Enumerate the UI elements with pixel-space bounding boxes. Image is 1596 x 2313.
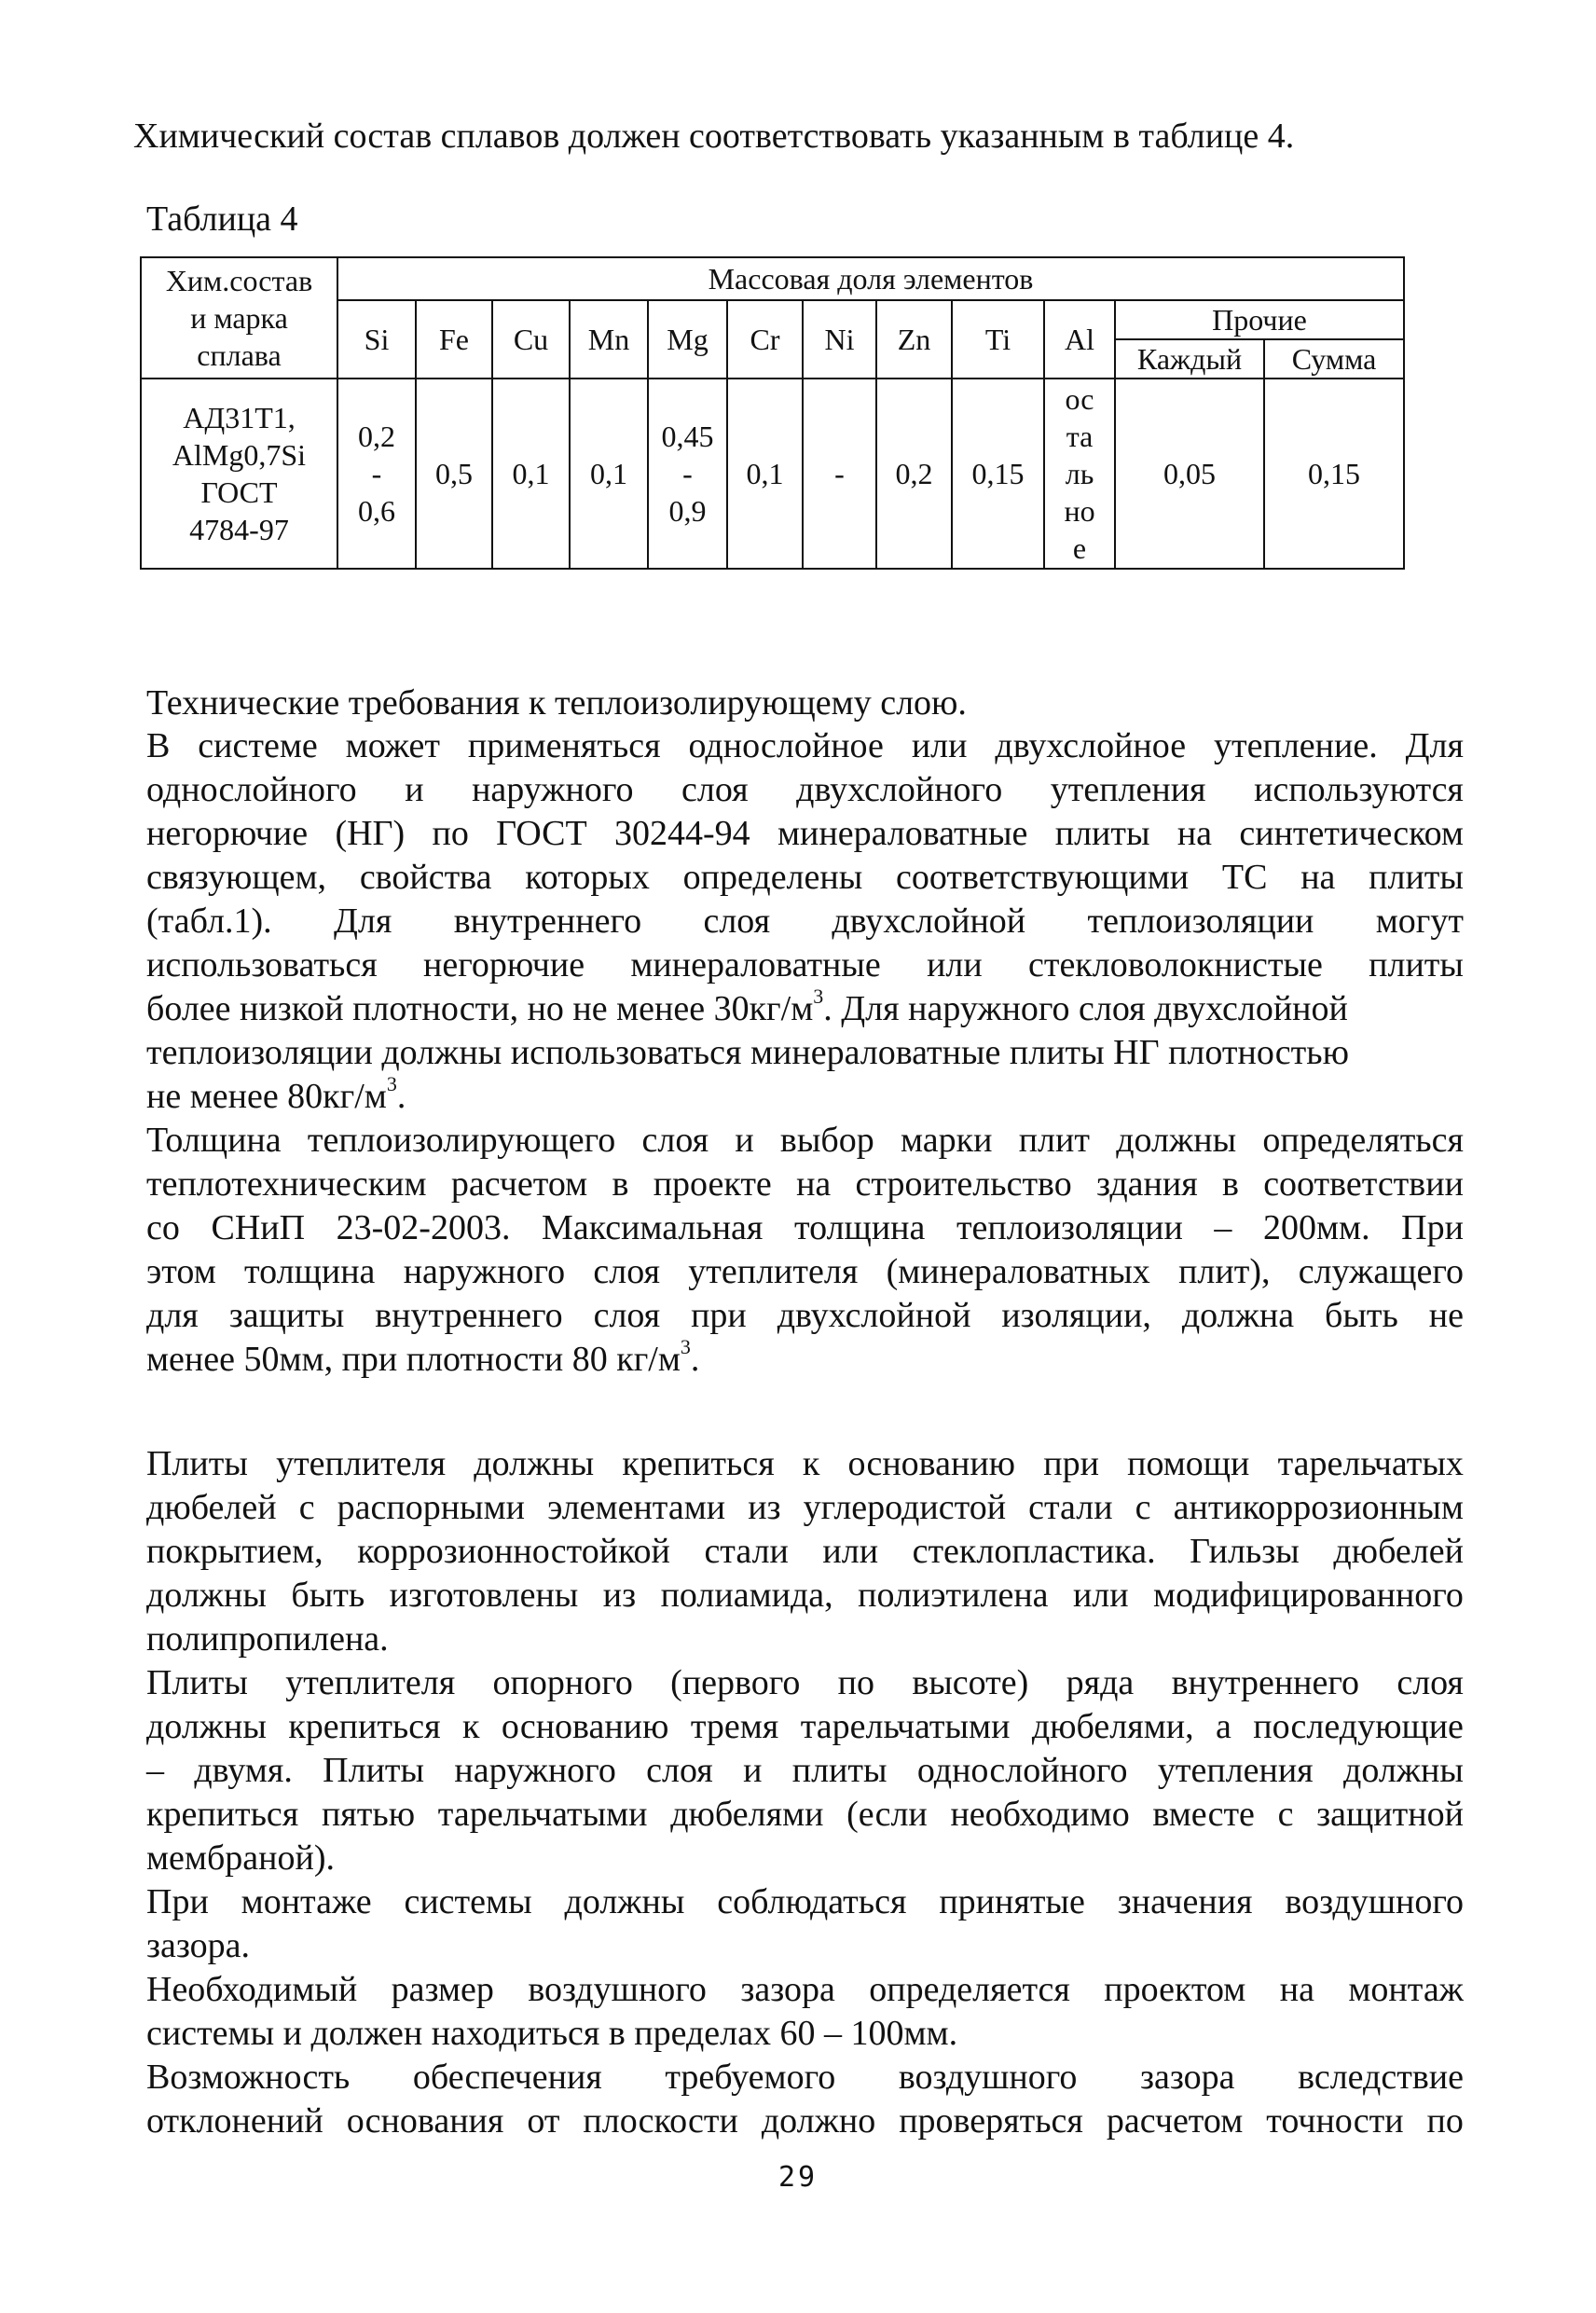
col-header-mn: Mn [570, 300, 648, 379]
p2-line-6: менее 50мм, при плотности 80 $кг/м^3$. [146, 1335, 700, 1379]
p2-line-3: со СНиП 23-02-2003. Максимальная толщина теплоизоляции – 200мм. При [146, 1208, 1464, 1247]
col-header-al: Al [1044, 300, 1115, 379]
cell-fe: 0,5 [416, 379, 492, 569]
p7-line-1: Возможность обеспечения требуемого воздушного зазора вследствие [146, 2058, 1464, 2097]
p6-line-2: системы и должен находиться в пределах 60 – 100мм. [146, 2014, 958, 2053]
col-header-other-each: Каждый [1115, 339, 1264, 379]
p3-line-1: Плиты утеплителя должны крепиться к основанию при помощи тарельчатых [146, 1444, 1464, 1483]
cell-ti: 0,15 [952, 379, 1044, 569]
col-header-other-sum: Сумма [1264, 339, 1404, 379]
col-header-mg: Mg [648, 300, 727, 379]
cell-mg: 0,45 - 0,9 [648, 379, 727, 569]
p3-line-4: должны быть изготовлены из полиамида, полиэтилена или модифицированного [146, 1576, 1464, 1615]
cell-al: ос та ль но е [1044, 379, 1115, 569]
cell-cu: 0,1 [492, 379, 570, 569]
col-header-si: Si [337, 300, 416, 379]
col-header-zn: Zn [876, 300, 952, 379]
p4-line-5: мембраной). [146, 1838, 335, 1878]
p4-line-1: Плиты утеплителя опорного (первого по высоте) ряда внутреннего слоя [146, 1663, 1464, 1702]
p4-line-3: – двумя. Плиты наружного слоя и плиты однослойного утепления должны [146, 1751, 1464, 1790]
col-header-cr: Cr [727, 300, 803, 379]
p1-line-5: (табл.1). Для внутреннего слоя двухслойной теплоизоляции могут [146, 902, 1464, 941]
cell-mn: 0,1 [570, 379, 648, 569]
table-caption: Таблица 4 [146, 200, 298, 239]
p1-line-2: однослойного и наружного слоя двухслойного утепления используются [146, 770, 1464, 809]
col-header-other: Прочие [1115, 300, 1404, 339]
p3-line-5: полипропилена. [146, 1619, 389, 1659]
composition-table [140, 256, 1405, 570]
p3-line-3: покрытием, коррозионностойкой стали или стеклопластика. Гильзы дюбелей [146, 1532, 1464, 1571]
p1-line-1: В системе может применяться однослойное или двухслойное утепление. Для [146, 726, 1464, 765]
p2-line-1: Толщина теплоизолирующего слоя и выбор марки плит должны определяться [146, 1121, 1464, 1160]
col-header-cu: Cu [492, 300, 570, 379]
p1-line-3: негорючие (НГ) по ГОСТ 30244-94 минераловатные плиты на синтетическом [146, 814, 1464, 853]
p1-line-6: использоваться негорючие минераловатные или стекловолокнистые плиты [146, 945, 1464, 984]
p6-line-1: Необходимый размер воздушного зазора определяется проектом на монтаж [146, 1970, 1464, 2009]
col-header-mass-fraction: Массовая доля элементов [337, 257, 1404, 300]
cell-si: 0,2 - 0,6 [337, 379, 416, 569]
p4-line-4: крепиться пятью тарельчатыми дюбелями (если необходимо вместе с защитной [146, 1795, 1464, 1834]
cell-cr: 0,1 [727, 379, 803, 569]
cell-ni: - [803, 379, 876, 569]
p7-line-2: отклонений основания от плоскости должно проверяться расчетом точности по [146, 2101, 1464, 2141]
cell-zn: 0,2 [876, 379, 952, 569]
section-title: Технические требования к теплоизолирующему слою. [146, 683, 967, 723]
cell-other-sum: 0,15 [1264, 379, 1404, 569]
col-header-ti: Ti [952, 300, 1044, 379]
p2-line-2: теплотехническим расчетом в проекте на строительство здания в соответствии [146, 1164, 1464, 1204]
p1-line-7: более низкой плотности, но не менее $30кг/м^3$. Для наружного слоя двухслойной [146, 984, 1348, 1028]
page-number: 29 [777, 2161, 819, 2194]
p5-line-1: При монтаже системы должны соблюдаться принятые значения воздушного [146, 1882, 1464, 1921]
row-alloy-name: АД31Т1, AlMg0,7Si ГОСТ 4784-97 [141, 379, 337, 569]
p2-line-5: для защиты внутреннего слоя при двухслойной изоляции, должна быть не [146, 1296, 1464, 1335]
cell-other-each: 0,05 [1115, 379, 1264, 569]
p1-line-8: теплоизоляции должны использоваться минераловатные плиты НГ плотностью [146, 1033, 1349, 1072]
p3-line-2: дюбелей с распорными элементами из углеродистой стали с антикоррозионным [146, 1488, 1464, 1527]
col-header-fe: Fe [416, 300, 492, 379]
col-header-ni: Ni [803, 300, 876, 379]
intro-text: Химический состав сплавов должен соответствовать указанным в таблице 4. [133, 117, 1295, 156]
col-header-composition: Хим.состав и марка сплава [141, 257, 337, 379]
p1-line-4: связующем, свойства которых определены соответствующими ТС на плиты [146, 858, 1464, 897]
p5-line-2: зазора. [146, 1926, 251, 1965]
p2-line-4: этом толщина наружного слоя утеплителя (минераловатных плит), служащего [146, 1252, 1464, 1291]
p4-line-2: должны крепиться к основанию тремя тарельчатыми дюбелями, а последующие [146, 1707, 1464, 1746]
p1-line-9: не менее $80кг/м^3$. [146, 1072, 406, 1116]
